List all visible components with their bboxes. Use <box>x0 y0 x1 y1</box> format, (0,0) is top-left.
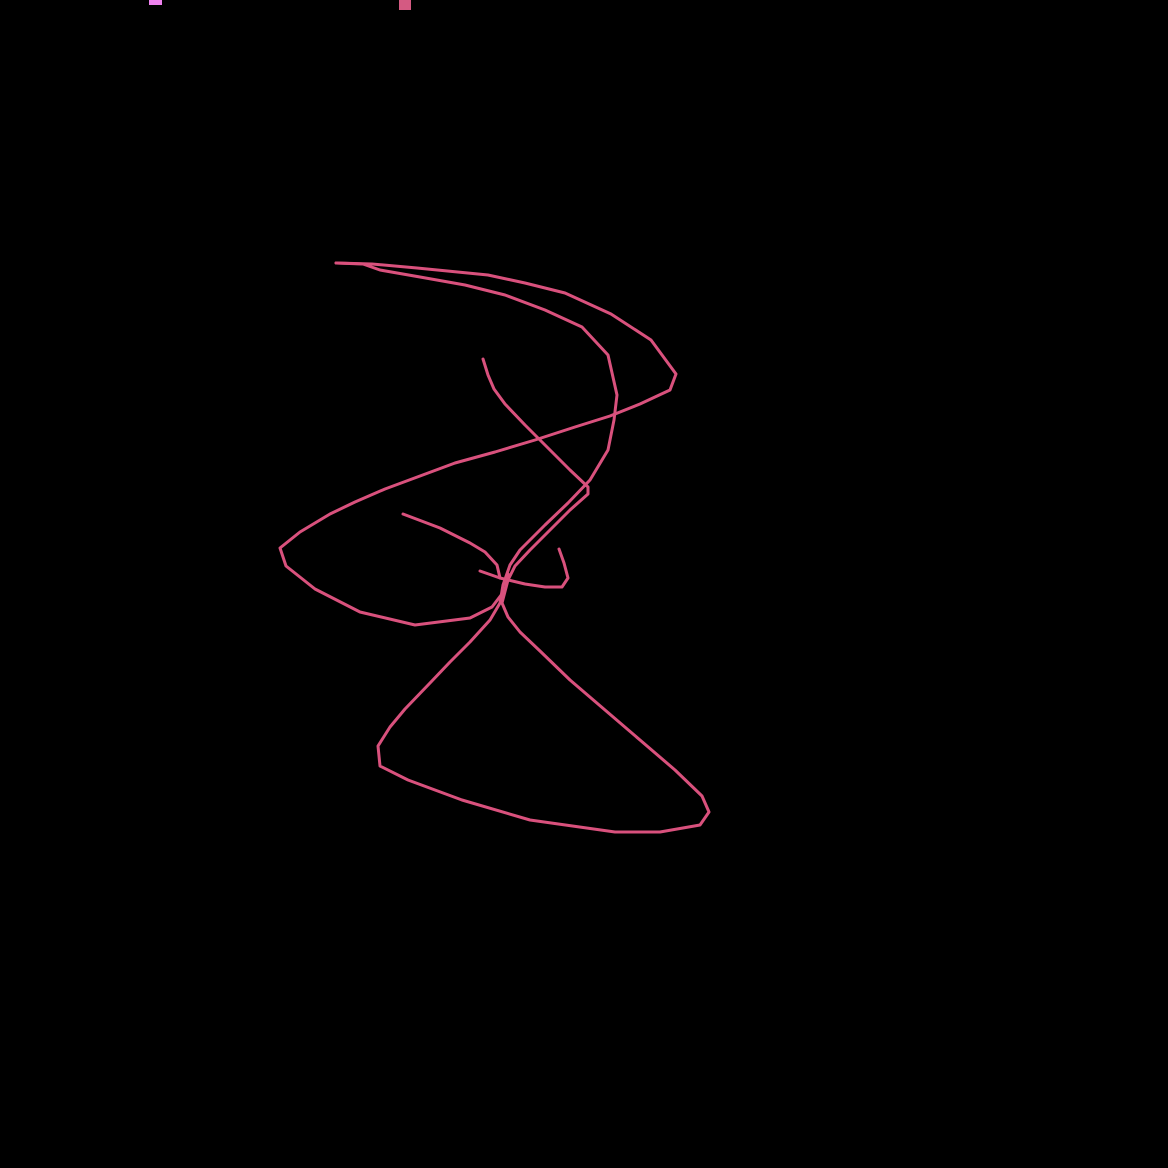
stroke-path <box>280 263 676 625</box>
stroke-path <box>403 514 500 578</box>
stroke-path <box>336 263 709 832</box>
